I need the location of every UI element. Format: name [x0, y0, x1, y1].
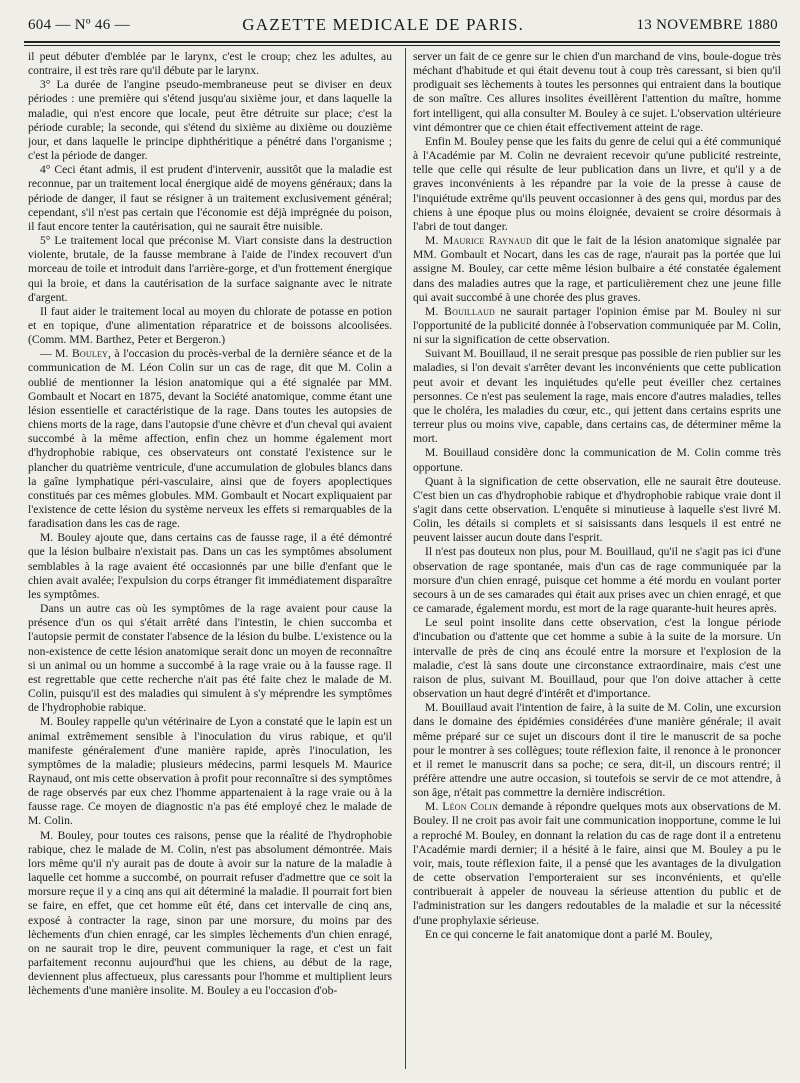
header-rule: [24, 41, 780, 46]
paragraph: M. Bouillaud considère donc la communication de M. Colin comme très opportune.: [413, 446, 781, 474]
page-number: 604 — Nº 46 —: [28, 16, 130, 33]
paragraph: 5° Le traitement local que préconise M. Viart consiste dans la destruction violente, brutale, de la fausse membrane à l'aide de l'index recouvert d'un morceau de toile et introduit dans l'arrière-gorge, et d'un frottement énergique qui la broie, et dans la cautérisation de la surface saignante avec le nitrate d'argent.: [28, 234, 392, 304]
paragraph: Il n'est pas douteux non plus, pour M. Bouillaud, qu'il ne s'agit pas ici d'une observation de rage spontanée, mais d'un cas de rage communiquée par la morsure d'un chien enragé, puisque cet homme a été mordu en voulant porter secours à un de ses camarades qui était aux prises avec un chien enragé, et que ce camarade, également mordu, est mort de la rage quarante-huit heures après.: [413, 545, 781, 616]
paragraph: M. Bouley rappelle qu'un vétérinaire de Lyon a constaté que le lapin est un animal extrêmement sensible à l'inoculation du virus rabique, et qu'il manifeste généralement d'une manière rapide, après l'inoculation, les symptômes de la maladie; plusieurs médecins, parmi lesquels M. Maurice Raynaud, ont mis cette observation à profit pour reconnaître si des symptômes de rage observés par eux chez l'homme appartenaient à la rage vraie ou à la fausse rage. Ce moyen de diagnostic n'a pas été employé chez le malade de M. Colin.: [28, 715, 392, 828]
speaker-name: M. Léon Colin: [425, 800, 499, 814]
paragraph: 3° La durée de l'angine pseudo-membraneuse peut se diviser en deux périodes : une première qui s'étend jusqu'au sixième jour, et dans laquelle la maladie, qui n'est encore que locale, peut être détruite sur place; c'est la période curable; la seconde, qui s'étend du sixième au dixième ou douzième jour, et dans laquelle le principe diphthéritique a pénétré dans l'organisme ; c'est la période de danger.: [28, 78, 392, 163]
speaker-name: M. Bouillaud: [425, 304, 496, 318]
paragraph: Le seul point insolite dans cette observation, c'est la longue période d'incubation ou d'attente que cet homme a subie à la suite de la morsure. Un intervalle de près de cinq ans écoulé entre la morsure et l'explosion de la maladie, c'est là sans doute une circonstance extraordinaire, mais c'est une raison de plus, suivant M. Bouillaud, pour que l'on doive attacher à cette observation un haut degré d'intérêt et d'importance.: [413, 616, 781, 701]
paragraph-lead: — M.: [40, 347, 72, 361]
paragraph: M. Bouillaud avait l'intention de faire, à la suite de M. Colin, une excursion dans le domaine des épidémies considérées d'une manière générale; il avait même préparé sur ce sujet un discours dont il tire le manuscrit de sa poche pour le montrer à ses collègues; toute réflexion faite, il renonce à le prononcer et il remet le manuscrit dans sa poche; ce sera, dit-il, un discours rentré; il préfère attendre une autre occasion, si toutefois se servir de ce mot attendre, à son âge, n'était pas commettre la dernière indiscrétion.: [413, 701, 781, 800]
paragraph-text: , à l'occasion du procès-verbal de la dernière séance et de la communication de M. Léon Colin sur un cas de rage, dit que M. Colin a oublié de mentionner la lésion anatomique qui a été signalée par MM. Gombault et Nocart en 1875, devant la Société anatomique, comme étant une lésion essentielle et caractéristique de la rage. Dans toutes les autopsies de chiens morts de la rage, dans l'autopsie d'une chèvre et d'un cheval qui avaient succombé à la même affection, enfin chez un homme également mort d'hydrophobie rabique, ces observateurs ont constaté l'existence sur le plancher du quatrième ventricule, d'une accumulation de globules blancs dans la gaîne lymphatique péri-vasculaire, ainsi que de foyers apoplectiques constitués par ces mêmes globules. MM. Gombault et Nocart expliquaient par l'existence de cette lésion du système nerveux les effets si remarquables de la faradisation dans les cas de rage.: [28, 347, 392, 531]
paragraph: En ce qui concerne le fait anatomique dont a parlé M. Bouley,: [425, 927, 713, 941]
paragraph: M. Bouley ajoute que, dans certains cas de fausse rage, il a été démontré que la lésion bulbaire n'existait pas. Dans un cas les symptômes absolument semblables à la rage avaient été occasionnés par une bille d'enfant que le chien avait avalée; l'expulsion du corps étranger fit immédiatement disparaître les symptômes.: [28, 531, 392, 601]
paragraph: [28, 347, 392, 531]
paragraph-text: ne saurait partager l'opinion émise par M. Bouley ni sur l'opportunité de la publicité donnée à l'observation communiquée par M. Colin, ni sur la signification de cette observation.: [413, 304, 781, 347]
paragraph: Enfin M. Bouley pense que les faits du genre de celui qui a été communiqué à l'Académie par M. Colin ne devraient recevoir qu'une publicité restreinte, telle que celle qui résulte de leur publication dans un livre, et qu'il y a de graves inconvénients à les répandre par la voie de la presse à cause de l'inquiétude extrême qu'ils peuvent occasionner à des gens qui, mordus par des chiens à une époque plus ou moins éloignée, devaient se croire désormais à l'abri de tout danger.: [413, 134, 781, 233]
paragraph: Suivant M. Bouillaud, il ne serait presque pas possible de rien publier sur les maladies, si l'on devait s'arrêter devant les inconvénients que cette publication peut avoir et devant les inquiétudes qu'elle peut éveiller chez certaines personnes. Ce n'est pas seulement la rage, mais encore d'autres maladies, telles que le choléra, les maladies du cœur, etc., qui jettent dans certains esprits une terreur plus ou moins vive, capable, dans certains cas, de déterminer même la mort.: [413, 347, 781, 446]
paragraph: Dans un autre cas où les symptômes de la rage avaient pour cause la présence d'un os qui s'était arrêté dans l'intestin, le chien succomba et l'autopsie permit de constater l'absence de la lésion du bulbe. L'existence ou la non-existence de cette lésion anatomique serait donc un moyen de reconnaître si un animal ou un homme a succombé à la rage vraie ou à la fausse rage. Il est regrettable que cette recherche n'ait pas été faite chez le malade de M. Colin, puisqu'il est des maladies qui simulent à s'y méprendre les symptômes de l'hydrophobie rabique.: [28, 602, 392, 715]
right-column: [413, 50, 781, 1068]
page-header: [28, 12, 778, 38]
paragraph: il peut débuter d'emblée par le larynx, c'est le croup; chez les adultes, au contraire, il est très rare qu'il débute par le larynx.: [28, 50, 392, 78]
speaker-name: M. Maurice Raynaud: [425, 234, 533, 248]
issue-date: 13 NOVEMBRE 1880: [636, 16, 778, 33]
left-column: [28, 50, 392, 1068]
paragraph: M. Bouley, pour toutes ces raisons, pense que la réalité de l'hydrophobie rabique, chez le malade de M. Colin, n'est pas absolument démontrée. Mais lors même qu'il n'y aurait pas de doute à avoir sur la nature de la maladie à laquelle cet homme a succombé, on pourrait refuser d'admettre que ce soit la morsure reçue il y a cinq ans qui ait déterminé la maladie. Il pourrait fort bien se faire, en effet, que cet homme eût été, dans cet intervalle de cinq ans, exposé à contracter la rage, sinon par une morsure, du moins par des lèchements d'un chien enragé, car les simples lèchements d'un chien enragé, on ne saurait trop le dire, peuvent communiquer la rage, et c'est un fait parfaitement reconnu aujourd'hui que les chiens, au début de la rage, deviennent plus affectueux, plus caressants pour l'homme et multiplient leurs lèchements d'une manière insolite. M. Bouley a eu l'occasion d'ob-: [28, 828, 392, 998]
paragraph: server un fait de ce genre sur le chien d'un marchand de vins, boule-dogue très méchant d'habitude et qui était devenu tout à coup très caressant, si bien qu'il prodiguait ses lèchements à toutes les personnes qui entraient dans la boutique de son maître. Ces allures insolites éveillèrent l'attention du maître, homme fort intelligent, qui alla consulter M. Bouley à ce sujet. L'observation ultérieure vint démontrer que ce chien était effectivement atteint de rage.: [413, 50, 781, 134]
paragraph: [413, 234, 781, 305]
journal-title: GAZETTE MEDICALE DE PARIS.: [242, 15, 525, 34]
paragraph: [413, 305, 781, 347]
paragraph: 4° Ceci étant admis, il est prudent d'intervenir, aussitôt que la maladie est reconnue, par un traitement local énergique aidé de moyens généraux; dans la période de danger, il faut se résigner à un traitement exclusivement général; cependant, s'il n'est pas certain que l'économie est déjà imprégnée du poison, il faut encore tenter la cautérisation, qui ne saurait être nuisible.: [28, 163, 392, 233]
paragraph: Quant à la signification de cette observation, elle ne saurait être douteuse. C'est bien un cas d'hydrophobie rabique et d'hydrophobie rabique vraie dont il s'agit dans cette observation. L'enquête si minutieuse à laquelle s'est livré M. Colin, les détails si complets et si saisissants dans lesquels il est entré ne peuvent laisser aucun doute dans l'esprit.: [413, 474, 781, 545]
paragraph-text: dit que le fait de la lésion anatomique signalée par MM. Gombault et Nocart, dans les cas de rage, n'aurait pas la portée que lui assigne M. Bouley, car cette même lésion bulbaire a été constatée également dans des maladies autres que la rage, et particulièrement chez une jeune fille qui avait succombé à une chorée des plus graves.: [413, 234, 781, 304]
speaker-name: Bouley: [71, 347, 109, 361]
paragraph-text: demande à répondre quelques mots aux observations de M. Bouley. Il ne croit pas avoir fait une communication inopportune, comme le lui a reproché M. Bouley, en donnant la relation du cas de rage dont il a entretenu l'Académie mardi dernier; il a hésité à le faire, ainsi que M. Bouley a pu le voir, mais, toute réflexion faite, il a pensé que les avantages de la divulgation de cette observation l'emporteraient sur ses inconvénients, et qu'elle contribuerait à appeler de nouveau la sérieuse attention du public et de l'administration sur les dangers redoutables de la maladie et sur la nécessité d'une prophylaxie sérieuse.: [413, 800, 781, 927]
paragraph: [413, 800, 781, 927]
paragraph: Il faut aider le traitement local au moyen du chlorate de potasse en potion et en topique, d'une alimentation réparatrice et de boissons alcoolisées. (Comm. MM. Barthez, Peter et Bergeron.): [28, 304, 392, 347]
column-divider: [405, 48, 406, 1069]
